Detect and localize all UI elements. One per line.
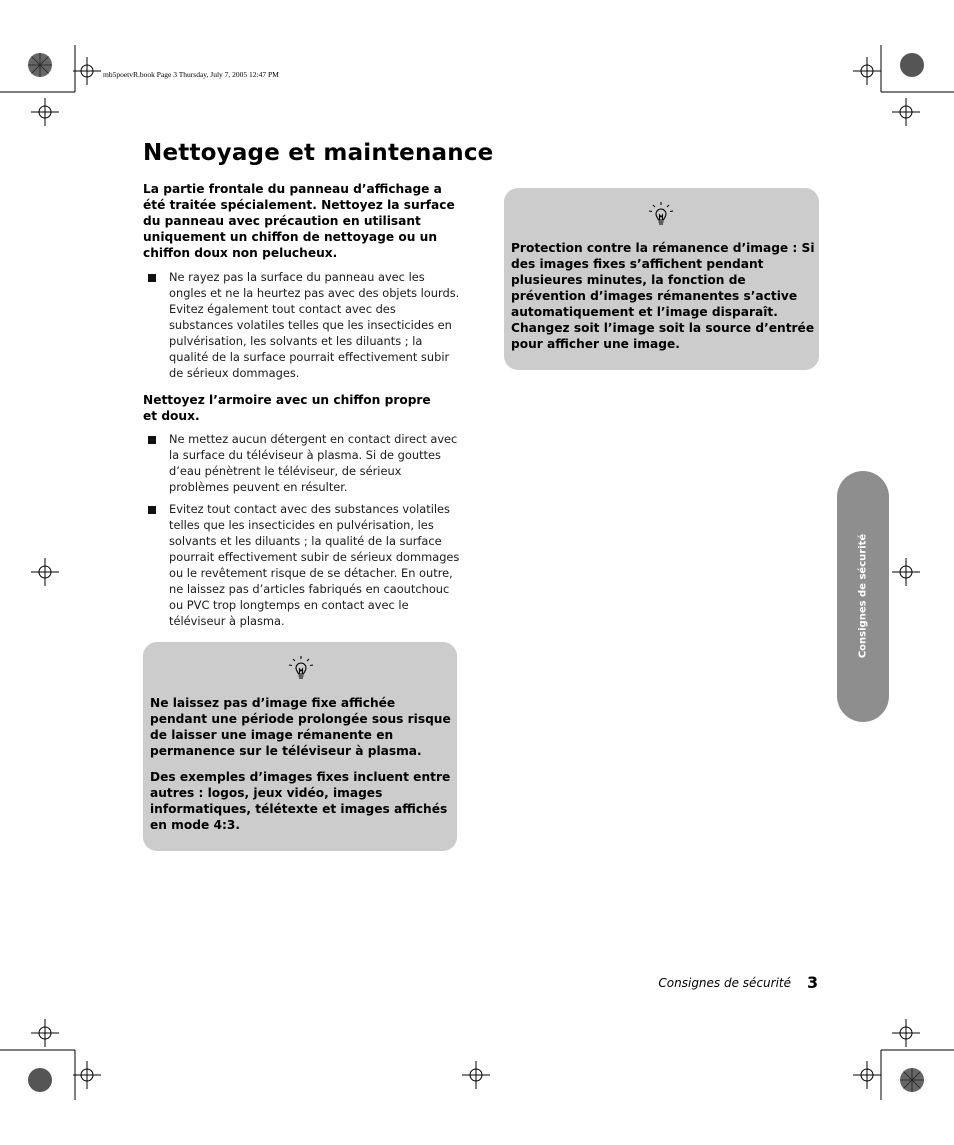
bullet-square-icon [148,436,156,444]
tip-paragraph: Des exemples d’images fixes incluent entre autres : logos, jeux vidéo, images informatiques, télétexte et images affichés en mode 4:3. [150,770,451,832]
cleaning-list [143,269,463,387]
list-item [143,269,463,381]
cabinet-list [143,431,463,635]
list-item [143,501,463,629]
bullet-square-icon [148,506,156,514]
cabinet-subheading: Nettoyez l’armoire avec un chiffon propre et doux. [143,393,431,423]
section-side-tab [837,471,889,722]
tip-paragraph: Ne laissez pas d’image fixe affichée pendant une période prolongée sous risque de laisser une image rémanente en permanence sur le téléviseur à plasma. [150,696,451,758]
list-item-text: Ne mettez aucun détergent en contact direct avec la surface du téléviseur à plasma. Si de gouttes d’eau pénètrent le téléviseur, de sérieux problèmes peuvent en résulter. [169,432,458,494]
page-title: Nettoyage et maintenance [143,140,494,166]
intro-paragraph: La partie frontale du panneau d’affichage a été traitée spécialement. Nettoyez la surface du panneau avec précaution en utilisant uniquement un chiffon de nettoyage ou un chiffon doux non pelucheux. [143,182,455,260]
book-info-header: mb5poetvR.book Page 3 Thursday, July 7, 2005 12:47 PM [103,70,279,79]
bullet-square-icon [148,274,156,282]
lightbulb-icon [645,200,677,236]
list-item-text: Ne rayez pas la surface du panneau avec les ongles et ne la heurtez pas avec des objets lourds. Evitez également tout contact avec des substances volatiles telles que les insecticides en pulvérisation, les solvants et les diluants ; la qualité de la surface pourrait effectivement subir de sérieux dommages. [169,270,460,380]
tip-box-still-image [143,642,457,851]
tip-paragraph: Protection contre la rémanence d’image : Si des images fixes s’affichent pendant plusieures minutes, la fonction de prévention d’images rémanentes s’active automatiquement et l’image disparaît. Changez soit l’image soit la source d’entrée pour afficher une image. [511,241,815,351]
page-number: 3 [807,973,819,992]
list-item [143,431,463,495]
list-item-text: Evitez tout contact avec des substances volatiles telles que les insecticides en pulvérisation, les solvants et les diluants ; la qualité de la surface pourrait effectivement subir de sérieux dommages ou le revêtement risque de se détacher. En outre, ne laissez pas d’articles fabriqués en caoutchouc ou PVC trop longtemps en contact avec le téléviseur à plasma. [169,502,460,628]
tip-box-image-retention [504,188,819,370]
footer-section-label: Consignes de sécurité [658,976,791,990]
lightbulb-icon [285,654,317,690]
side-tab-label: Consignes de sécurité [857,533,869,659]
